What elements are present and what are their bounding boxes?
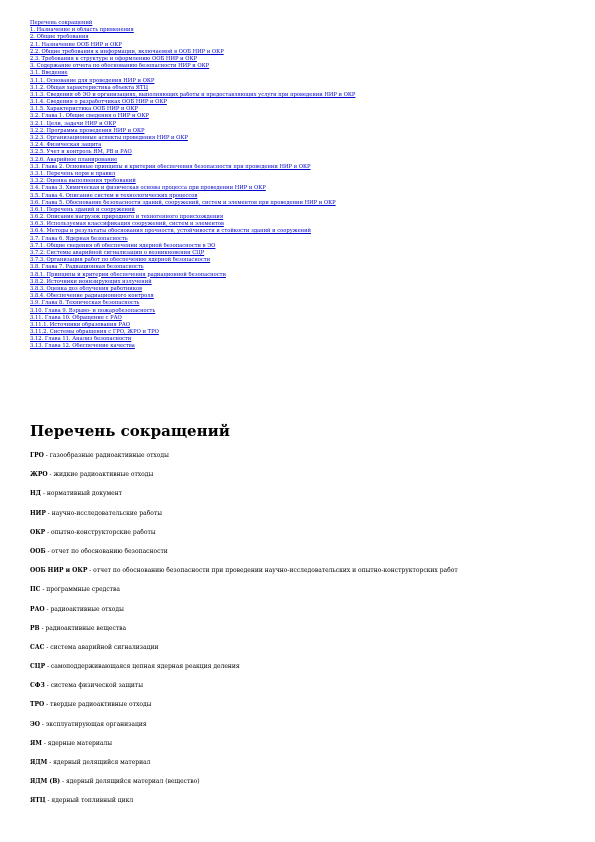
toc-link[interactable]: 3.10. Глава 9. Взрыво- и пожаробезопасность <box>30 307 156 314</box>
toc-link[interactable]: 3. Содержание отчета по обоснованию безопасности НИР и ОКР <box>30 63 210 70</box>
abbreviation-term: ПС <box>30 586 41 594</box>
toc-link[interactable]: 3.6.1. Перечень зданий и сооружений <box>30 206 135 213</box>
toc-link[interactable]: 3.2.1. Цели, задачи НИР и ОКР <box>30 120 116 127</box>
toc-link[interactable]: Перечень сокращений <box>30 20 93 26</box>
toc-link[interactable]: 2.2. Общие требования к информации, включаемой в ООБ НИР и ОКР <box>30 48 224 55</box>
toc-link[interactable]: 3.6.3. Используемая классификация сооружений, систем и элементов <box>30 221 224 228</box>
abbreviation-definition: - научно-исследовательские работы <box>45 509 163 517</box>
abbreviation-term: СЦР <box>30 663 46 671</box>
abbreviation-item <box>30 644 575 652</box>
abbreviation-item <box>30 471 575 479</box>
abbreviations-list <box>30 452 575 817</box>
toc-link[interactable]: 3.7.1. Общие сведения об обеспечении ядерной безопасности в ЭО <box>30 242 216 249</box>
toc-link[interactable]: 3.6.2. Описание нагрузок природного и техногенного происхождения <box>30 214 224 221</box>
abbreviation-term: ООБ <box>30 547 46 555</box>
toc-link[interactable]: 3.6. Глава 5. Обоснование безопасности зданий, сооружений, систем и элементов при проведении НИР и ОКР <box>30 199 336 206</box>
toc-link[interactable]: 3.2.3. Организационные аспекты проведения НИР и ОКР <box>30 135 188 141</box>
toc-link[interactable]: 3.1. Введение <box>30 70 68 77</box>
abbreviations-heading: Перечень сокращений <box>30 422 230 440</box>
abbreviation-definition: - радиоактивные отходы <box>44 605 124 613</box>
abbreviation-item <box>30 548 575 556</box>
abbreviation-term: ЖРО <box>30 471 48 479</box>
abbreviation-term: ЯТЦ <box>30 797 46 805</box>
toc-link[interactable]: 3.2. Глава 1. Общие сведения о НИР и ОКР <box>30 113 149 120</box>
abbreviation-definition: - газообразные радиоактивные отходы <box>43 452 169 459</box>
toc-link[interactable]: 3.12. Глава 11. Анализ безопасности <box>30 336 132 343</box>
toc-link[interactable]: 3.11.1. Источники образования РАО <box>30 321 131 328</box>
table-of-contents <box>30 20 575 351</box>
abbreviation-item <box>30 567 575 575</box>
abbreviation-term: РВ <box>30 624 40 632</box>
toc-link[interactable]: 3.8.1. Принципы и критерии обеспечения радиационной безопасности <box>30 271 226 278</box>
abbreviation-term: ЭО <box>30 720 40 728</box>
abbreviation-definition: - эксплуатирующая организация <box>40 720 147 728</box>
abbreviation-definition: - система физической защиты <box>44 682 144 690</box>
toc-link[interactable]: 3.13. Глава 12. Обеспечение качества <box>30 343 135 350</box>
abbreviation-definition: - ядерный топливный цикл <box>45 797 134 805</box>
abbreviation-item <box>30 701 575 709</box>
toc-link[interactable]: 3.8.4. Обеспечение радиационного контроля <box>30 293 154 300</box>
abbreviation-definition: - опытно-конструкторские работы <box>45 528 156 536</box>
abbreviation-term: ЯМ <box>30 739 42 747</box>
abbreviation-definition: - программные средства <box>40 586 120 594</box>
abbreviation-term: ЯДМ (В) <box>30 778 61 786</box>
abbreviation-item <box>30 606 575 614</box>
abbreviation-term: СФЗ <box>30 682 45 690</box>
abbreviation-term: ОКР <box>30 528 46 536</box>
abbreviation-definition: - самоподдерживающаяся цепная ядерная реакция деления <box>45 663 240 671</box>
abbreviation-item <box>30 452 575 460</box>
abbreviation-definition: - ядерный делящийся материал <box>47 759 151 766</box>
abbreviation-item <box>30 797 575 805</box>
abbreviation-item <box>30 721 575 729</box>
toc-link[interactable]: 2.3. Требования к структуре и оформлению ООБ НИР и ОКР <box>30 55 197 62</box>
toc-link[interactable]: 1. Назначение и область применения <box>30 27 134 34</box>
abbreviation-item <box>30 529 575 537</box>
abbreviation-definition: - жидкие радиоактивные отходы <box>47 471 154 479</box>
abbreviation-definition: - нормативный документ <box>41 490 123 498</box>
toc-link[interactable]: 3.1.4. Сведения о разработчиках ООБ НИР и ОКР <box>30 99 167 106</box>
toc-link[interactable]: 3.8. Глава 7. Радиационная безопасность <box>30 264 144 271</box>
abbreviation-definition: - отчет по обоснованию безопасности при проведении научно-исследовательских и опытно-конструкторских работ <box>87 567 458 575</box>
abbreviation-definition: - отчет по обоснованию безопасности <box>45 547 168 555</box>
abbreviation-term: РАО <box>30 605 45 613</box>
abbreviation-item <box>30 682 575 690</box>
abbreviation-item <box>30 663 575 671</box>
toc-link[interactable]: 3.9. Глава 8. Техническая безопасность <box>30 300 140 307</box>
abbreviation-term: ГРО <box>30 452 44 459</box>
toc-link[interactable]: 3.1.5. Характеристика ООБ НИР и ОКР <box>30 106 138 113</box>
toc-link[interactable]: 3.3.1. Перечень норм и правил <box>30 170 116 177</box>
toc-link[interactable]: 3.4. Глава 3. Химическая и физическая основы процесса при проведении НИР и ОКР <box>30 185 266 192</box>
toc-link[interactable]: 3.11. Глава 10. Обращение с РАО <box>30 314 122 321</box>
abbreviation-item <box>30 759 575 767</box>
abbreviation-term: НД <box>30 490 42 498</box>
abbreviation-term: САС <box>30 643 45 651</box>
abbreviation-item <box>30 510 575 518</box>
abbreviation-item <box>30 586 575 594</box>
abbreviation-definition: - твердые радиоактивные отходы <box>44 701 152 709</box>
toc-link[interactable]: 2.1. Назначение ООБ НИР и ОКР <box>30 41 122 48</box>
toc-link[interactable]: 3.2.6. Аварийное планирование <box>30 156 118 163</box>
abbreviation-item <box>30 625 575 633</box>
abbreviation-definition: - система аварийной сигнализации <box>44 643 159 651</box>
toc-link[interactable]: 3.11.2. Системы обращения с ГРО, ЖРО и ТРО <box>30 329 159 336</box>
toc-link[interactable]: 3.7.2. Системы аварийной сигнализации о возникновении СЦР <box>30 250 205 256</box>
toc-link[interactable]: 3.8.2. Источники ионизирующих излучений <box>30 278 152 285</box>
toc-link[interactable]: 3.5. Глава 4. Описание систем и технологических процессов <box>30 192 198 199</box>
abbreviation-term: ТРО <box>30 701 45 709</box>
abbreviation-term: ЯДМ <box>30 759 48 766</box>
abbreviation-item <box>30 778 575 786</box>
abbreviation-term: ООБ НИР и ОКР <box>30 567 88 575</box>
abbreviation-item <box>30 490 575 498</box>
toc-link[interactable]: 3.6.4. Методы и результаты обоснования прочности, устойчивости и стойкости зданий и сооружений <box>30 228 312 235</box>
toc-link[interactable]: 3.2.5. Учет и контроль ЯМ, РВ и РАО <box>30 149 132 156</box>
toc-link[interactable]: 3.3.2. Оценка выполнения требований <box>30 178 136 185</box>
abbreviation-term: НИР <box>30 509 46 517</box>
toc-link[interactable]: 3.2.2. Программа проведения НИР и ОКР <box>30 127 145 134</box>
abbreviation-definition: - ядерные материалы <box>41 739 113 747</box>
abbreviation-item <box>30 740 575 748</box>
toc-link[interactable]: 3.7.3. Организация работ по обеспечению ядерной безопасности <box>30 257 211 264</box>
toc-link[interactable]: 3.1.1. Основание для проведения НИР и ОКР <box>30 77 155 84</box>
abbreviation-definition: - ядерный делящийся материал (вещество) <box>60 778 200 786</box>
toc-link[interactable]: 2. Общие требования <box>30 34 89 41</box>
toc-link[interactable]: 3.8.3. Оценка доз облучения работников <box>30 285 143 292</box>
toc-link[interactable]: 3.7. Глава 6. Ядерная безопасность <box>30 235 128 242</box>
toc-link[interactable]: 3.2.4. Физическая защита <box>30 142 102 149</box>
abbreviation-definition: - радиоактивные вещества <box>39 624 127 632</box>
toc-link[interactable]: 3.1.3. Сведения об ЭО и организациях, выполняющих работы и предоставляющих услуги при проведении НИР и ОКР <box>30 91 356 98</box>
toc-link[interactable]: 3.1.2. Общая характеристика объекта ЯТЦ <box>30 84 148 91</box>
toc-link[interactable]: 3.3. Глава 2. Основные принципы и критерии обеспечения безопасности при проведении НИР и ОКР <box>30 163 311 170</box>
